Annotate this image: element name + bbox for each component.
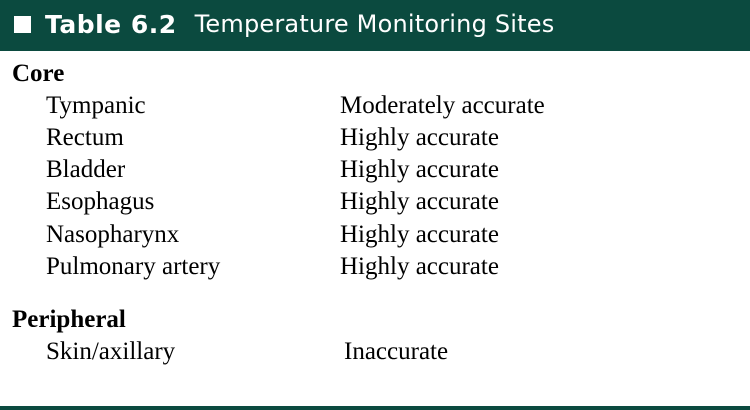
group-peripheral bbox=[0, 305, 750, 368]
table-row bbox=[0, 122, 750, 154]
cell-accuracy: Moderately accurate bbox=[340, 91, 545, 119]
group-heading-core: Core bbox=[12, 60, 65, 87]
cell-site: Esophagus bbox=[46, 188, 155, 216]
table-row bbox=[0, 219, 750, 251]
rows-core bbox=[0, 90, 750, 284]
table-row bbox=[0, 251, 750, 283]
cell-site: Nasopharynx bbox=[46, 220, 180, 248]
cell-accuracy: Highly accurate bbox=[340, 156, 499, 183]
square-bullet-icon bbox=[14, 16, 31, 33]
cell-accuracy: Highly accurate bbox=[340, 188, 499, 216]
cell-accuracy: Highly accurate bbox=[340, 123, 499, 151]
cell-accuracy: Inaccurate bbox=[344, 337, 449, 365]
table-row bbox=[0, 154, 750, 186]
bottom-rule bbox=[0, 406, 750, 410]
cell-site: Bladder bbox=[46, 156, 126, 183]
table-number-label: Table 6.2 bbox=[45, 9, 177, 39]
table-body bbox=[0, 51, 750, 368]
cell-site: Pulmonary artery bbox=[46, 252, 221, 280]
table-title: Temperature Monitoring Sites bbox=[194, 10, 555, 38]
group-heading-peripheral: Peripheral bbox=[12, 306, 126, 333]
group-core bbox=[0, 59, 750, 283]
rows-peripheral bbox=[0, 336, 750, 368]
table-header bbox=[0, 0, 750, 48]
cell-accuracy: Highly accurate bbox=[340, 220, 499, 248]
table-row bbox=[0, 90, 750, 122]
cell-accuracy: Highly accurate bbox=[340, 252, 499, 280]
cell-site: Rectum bbox=[46, 123, 124, 151]
table-row bbox=[0, 336, 750, 368]
table-row bbox=[0, 186, 750, 218]
cell-site: Skin/axillary bbox=[46, 337, 176, 365]
cell-site: Tympanic bbox=[46, 91, 146, 119]
